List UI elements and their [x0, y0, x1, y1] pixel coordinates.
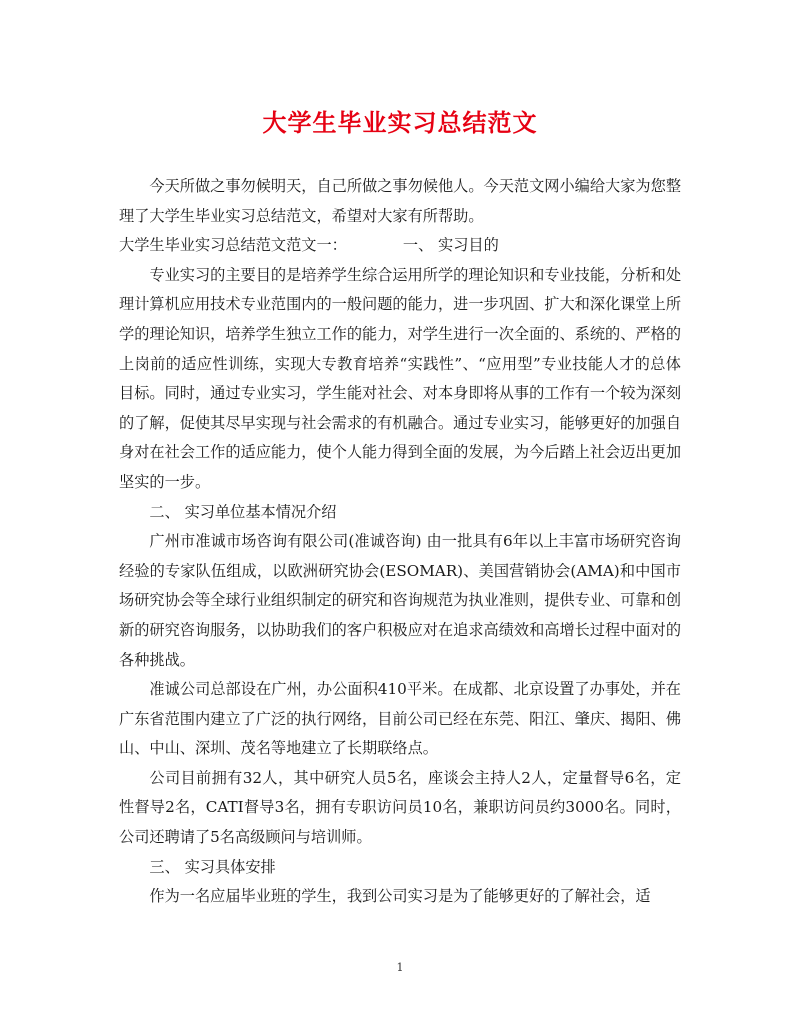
section-heading-3: 三、 实习具体安排 — [149, 857, 276, 876]
section-2-paragraph-3: 公司目前拥有32人，其中研究人员5名，座谈会主持人2人，定量督导6名，定性督导2名，CATI督导3名，拥有专职访问员10名，兼职访问员约3000名。同时，公司还聘请了5名高级顾问与培训师。 — [119, 768, 681, 847]
section-1-paragraph: 专业实习的主要目的是培养学生综合运用所学的理论知识和专业技能，分析和处理计算机应用技术专业范围内的一般问题的能力，进一步巩固、扩大和深化课堂上所学的理论知识，培养学生独立工作的能力，对学生进行一次全面的、系统的、严格的上岗前的适应性训练，实现大专教育培养“实践性”、“应用型”专业技能人才的总体目标。同时，通过专业实习，学生能对社会、对本身即将从事的工作有一个较为深刻的了解，促使其尽早实现与社会需求的有机融合。通过专业实习，能够更好的加强自身对在社会工作的适应能力，使个人能力得到全面的发展，为今后踏上社会迈出更加坚实的一步。 — [119, 265, 681, 491]
sample-label: 大学生毕业实习总结范文范文一： — [119, 236, 347, 255]
document-body — [119, 172, 681, 912]
section-2-paragraph-2: 准诚公司总部设在广州，办公面积410平米。在成都、北京设置了办事处，并在广东省范围内建立了广泛的执行网络，目前公司已经在东莞、阳江、肇庆、揭阳、佛山、中山、深圳、茂名等地建立了长期联络点。 — [119, 680, 681, 758]
section-heading-1: 一、 实习目的 — [402, 236, 499, 255]
page-number: 1 — [396, 961, 404, 974]
section-2-paragraph-1: 广州市准诚市场咨询有限公司(准诚咨询) 由一批具有6年以上丰富市场研究咨询经验的专家队伍组成，以欧洲研究协会(ESOMAR)、美国营销协会(AMA)和中国市场研究协会等全球行业组织制定的研究和咨询规范为执业准则，提供专业、可靠和创新的研究咨询服务，以协助我们的客户积极应对在追求高绩效和高增长过程中面对的各种挑战。 — [119, 532, 681, 669]
sample-label-line — [119, 231, 681, 261]
section-heading-2: 二、 实习单位基本情况介绍 — [149, 502, 337, 521]
intro-paragraph: 今天所做之事勿候明天，自己所做之事勿候他人。今天范文网小编给大家为您整理了大学生毕业实习总结范文，希望对大家有所帮助。 — [119, 177, 681, 225]
document-title: 大学生毕业实习总结范文 — [262, 109, 538, 137]
section-3-paragraph-1: 作为一名应届毕业班的学生，我到公司实习是为了能够更好的了解社会，适 — [149, 887, 651, 906]
